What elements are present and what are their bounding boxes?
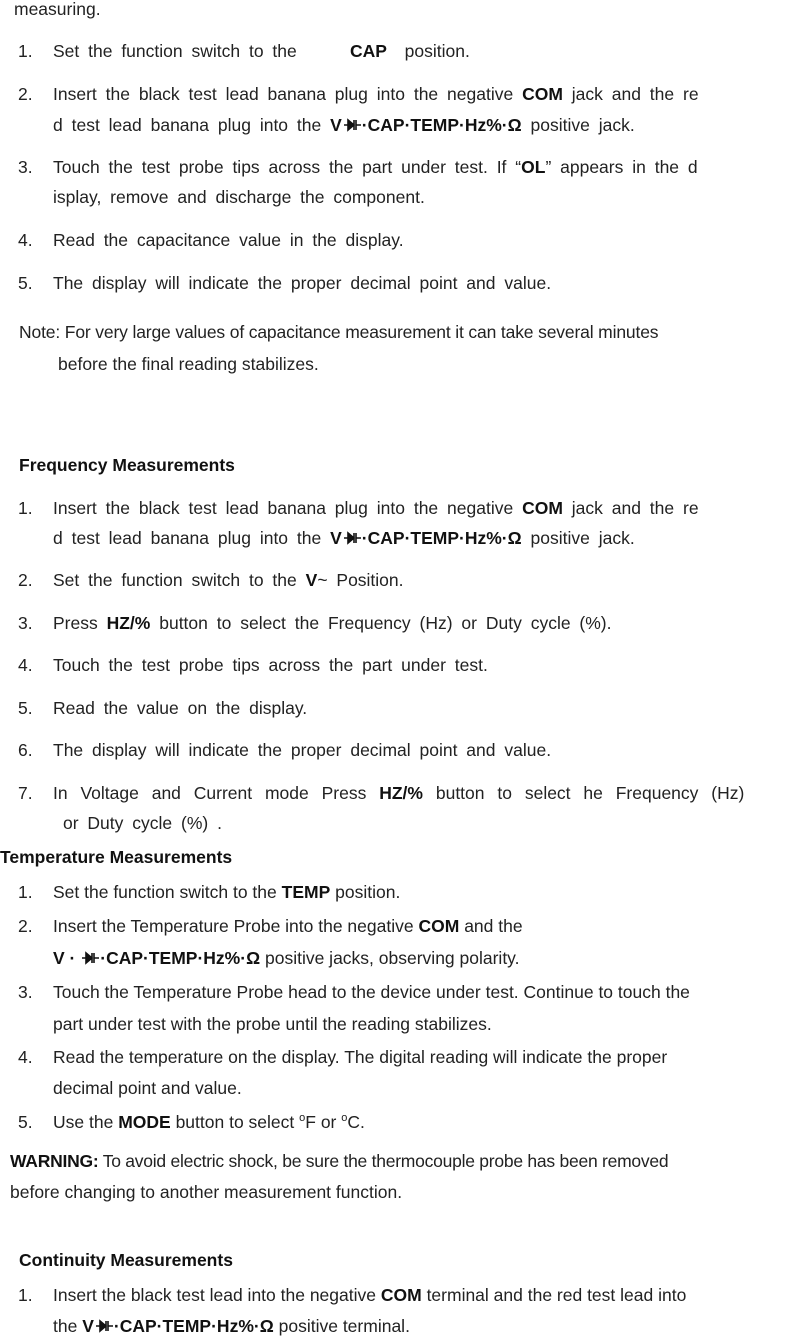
diode-capacitor-icon <box>342 118 362 132</box>
note-text: Note: For very large values of capacitance measurement it can take several minutes <box>19 322 659 342</box>
intro-text: measuring. <box>14 0 101 19</box>
diode-capacitor-icon <box>342 531 362 545</box>
section-heading: Continuity Measurements <box>19 1250 233 1270</box>
note-text-continuation: before the final reading stabilizes. <box>58 354 319 374</box>
section-heading: Temperature Measurements <box>0 847 233 867</box>
list-item-continuation: or Duty cycle (%) . <box>63 813 222 833</box>
warning-text-continuation: before changing to another measurement function. <box>10 1182 403 1202</box>
section-heading: Frequency Measurements <box>19 455 235 475</box>
diode-capacitor-icon <box>80 951 100 965</box>
warning-label: WARNING: <box>10 1151 99 1171</box>
diode-capacitor-icon <box>94 1319 114 1333</box>
warning-text: WARNING: To avoid electric shock, be sure the thermocouple probe has been removed <box>10 1151 669 1171</box>
